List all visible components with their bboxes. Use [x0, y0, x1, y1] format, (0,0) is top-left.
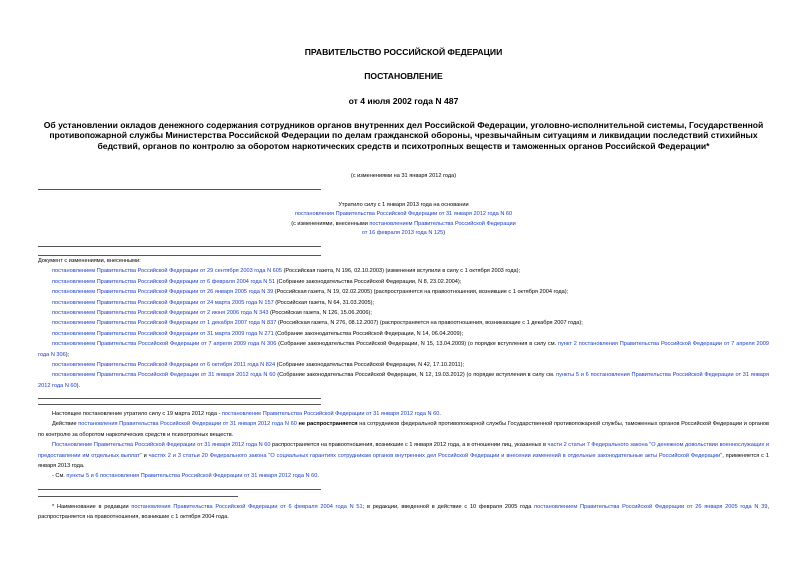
repeal-line: Утратило силу с 1 января 2013 года на основании — [338, 202, 469, 208]
amended-note: (с изменениями на 31 января 2012 года) — [350, 173, 457, 179]
change-item — [38, 370, 769, 391]
change-link[interactable]: постановлением Правительства Российской Федерации от 31 марта 2009 года N 271 — [52, 330, 274, 337]
change-details: (Собрание законодательства Российской Федерации, N 8, 23.02.2004); — [275, 278, 462, 285]
divider — [38, 189, 321, 190]
change-item — [38, 339, 769, 360]
footnote-divider — [38, 496, 238, 497]
repeal-amended-prefix: (с изменениями, внесенными — [291, 220, 370, 227]
change-link[interactable]: постановлением Правительства Российской Федерации от 29 сентября 2003 года N 605 — [52, 268, 283, 275]
change-ref-link[interactable]: пункты 5 и 6 постановления Правительства Российской Федерации от 31 января 2012 года N 60 — [38, 372, 769, 389]
document-type: ПОСТАНОВЛЕНИЕ — [364, 71, 443, 81]
changes-items — [38, 266, 769, 391]
note-law-link[interactable]: части 2 статьи 7 Федерального закона "О денежном довольствии военнослужащих и предоставлении им отдельных выплат" — [38, 442, 770, 459]
note-text: на сотрудников федеральной противопожарной службы Государственной противопожарной службы, таможенных органов Российской Федерации и органов по контролю за оборотом наркотических средств и психотропных веществ. — [38, 421, 769, 438]
divider — [38, 398, 321, 399]
footnote-link[interactable]: постановлением Правительства Российской Федерации от 26 января 2005 года N 39 — [534, 504, 768, 510]
note-link[interactable]: пункты 5 и 6 постановления Правительства Российской Федерации от 31 января 2012 года N 60 — [66, 473, 318, 480]
footnote-link[interactable]: постановления Правительства Российской Федерации от 6 февраля 2004 года N 51 — [131, 504, 363, 510]
change-item — [38, 329, 769, 339]
note-see — [38, 471, 769, 481]
change-link[interactable]: постановлением Правительства Российской Федерации от 6 февраля 2004 года N 51 — [52, 278, 276, 285]
change-ref-link[interactable]: пункт 2 постановления Правительства Российской Федерации от 7 апреля 2009 года N 306 — [38, 341, 769, 358]
changes-list — [38, 256, 769, 391]
change-item — [38, 287, 769, 297]
footnote-text — [38, 502, 769, 523]
note-repealed — [38, 409, 769, 419]
change-item — [38, 308, 769, 318]
change-link[interactable]: постановлением Правительства Российской Федерации от 7 апреля 2009 года N 306 — [52, 341, 277, 348]
note-scope — [38, 419, 769, 440]
repeal-status — [0, 201, 807, 239]
change-details: (Российская газета, N 196, 02.10.2003) (изменения вступили в силу с 1 октября 2003 года); — [282, 268, 521, 275]
change-details: (Собрание законодательства Российской Федерации, N 15, 13.04.2009) (о порядке вступления в силу см. — [276, 341, 558, 348]
change-details: (Российская газета, N 276, 08.12.2007) (распространяется на правоотношения, возникающие с 1 декабря 2007 года); — [276, 320, 583, 327]
change-details: (Собрание законодательства Российской Федерации, N 12, 19.03.2012) (о порядке вступления в силу см. — [275, 372, 557, 379]
footnote-part: , распространяется на правоотношения, возникшие с 1 октября 2004 года. — [38, 504, 770, 521]
note-text: - См. — [52, 473, 67, 480]
note-text: Настоящее постановление утратило силу с 19 марта 2012 года - — [52, 411, 222, 417]
change-link[interactable]: постановлением Правительства Российской Федерации от 1 декабря 2007 года N 837 — [52, 320, 277, 327]
repeal-link[interactable]: постановления Правительства Российской Федерации от 31 января 2012 года N 60 — [294, 211, 513, 218]
document-title: Об установлении окладов денежного содержания сотрудников органов внутренних дел Российской Федерации, уголовно-исполнительной системы, Государственной противопожарной службы Министерства Российской Федерации по делам гражданской обороны, чрезвычайным ситуациям и ликвидации последствий стихийных бедствий, органов по контролю за оборотом наркотических средств и психотропных веществ и таможенных органов Российской Федерации* — [43, 120, 764, 151]
note-link[interactable]: Постановление Правительства Российской Федерации от 31 января 2012 года N 60 — [52, 442, 271, 449]
note-link[interactable]: постановление Правительства Российской Федерации от 31 января 2012 года N 60 — [221, 411, 440, 417]
note-bold: не распространяется — [296, 421, 358, 428]
change-link[interactable]: постановлением Правительства Российской Федерации от 26 января 2005 года N 39 — [52, 289, 274, 296]
note-law-link[interactable]: частях 2 и 3 статьи 20 Федерального закона "О социальных гарантиях сотрудникам органов внутренних дел Российской Федерации и внесении изменений в отдельные законодательные акты Российской Федерации" — [148, 452, 723, 459]
change-details: (Собрание законодательства Российской Федерации, N 42, 17.10.2011); — [275, 362, 464, 369]
divider — [38, 246, 321, 247]
change-item — [38, 360, 769, 370]
editorial-notes — [38, 409, 769, 482]
change-details: ). — [76, 382, 81, 389]
change-details: (Российская газета, N 126, 15.06.2006); — [268, 310, 372, 317]
note-text: распространяется на правоотношения, возникшие с 1 января 2012 года, а в отношении лиц, указанных в — [270, 442, 548, 449]
note-text: Действие — [52, 421, 79, 428]
change-details: ); — [65, 351, 70, 358]
note-text: и — [141, 452, 149, 459]
note-text: . — [317, 473, 319, 480]
footnote — [38, 502, 769, 523]
change-item — [38, 298, 769, 308]
change-link[interactable]: постановлением Правительства Российской Федерации от 6 октября 2011 года N 824 — [52, 362, 276, 369]
note-application — [38, 440, 769, 471]
note-link[interactable]: постановления Правительства Российской Федерации от 31 января 2012 года N 60 — [78, 421, 297, 428]
repeal-amend-link-date[interactable]: от 16 февраля 2013 года N 125 — [361, 230, 444, 237]
government-name: ПРАВИТЕЛЬСТВО РОССИЙСКОЙ ФЕДЕРАЦИИ — [304, 47, 503, 57]
change-details: (Собрание законодательства Российской Федерации, N 14, 06.04.2009); — [273, 330, 464, 337]
change-item — [38, 318, 769, 328]
change-details: (Российская газета, N 64, 31.03.2005); — [273, 299, 375, 306]
change-item — [38, 277, 769, 287]
changes-heading: Документ с изменениями, внесенными: — [38, 258, 141, 264]
change-link[interactable]: постановлением Правительства Российской Федерации от 31 января 2012 года N 60 — [52, 372, 276, 379]
note-text: , применяется с 1 января 2013 года. — [38, 452, 770, 470]
footnote-part: ; в редакции, введенной в действие с 10 февраля 2005 года — [362, 504, 535, 510]
change-link[interactable]: постановлением Правительства Российской Федерации от 24 марта 2005 года N 157 — [52, 299, 274, 306]
change-details: (Российская газета, N 19, 02.02.2005) (распространяется на правоотношения, возникшие с 1 октября 2004 года); — [273, 289, 569, 296]
divider — [38, 404, 321, 405]
change-item — [38, 266, 769, 276]
change-link[interactable]: постановлением Правительства Российской Федерации от 2 июня 2006 года N 343 — [52, 310, 269, 317]
note-text: . — [439, 411, 441, 417]
divider — [38, 489, 321, 490]
footnote-part: * Наименование в редакции — [52, 504, 132, 510]
document-date: от 4 июля 2002 года N 487 — [348, 96, 459, 106]
repeal-amend-link[interactable]: постановлением Правительства Российской Федерации — [369, 220, 516, 227]
repeal-amended-suffix: ) — [443, 230, 446, 237]
